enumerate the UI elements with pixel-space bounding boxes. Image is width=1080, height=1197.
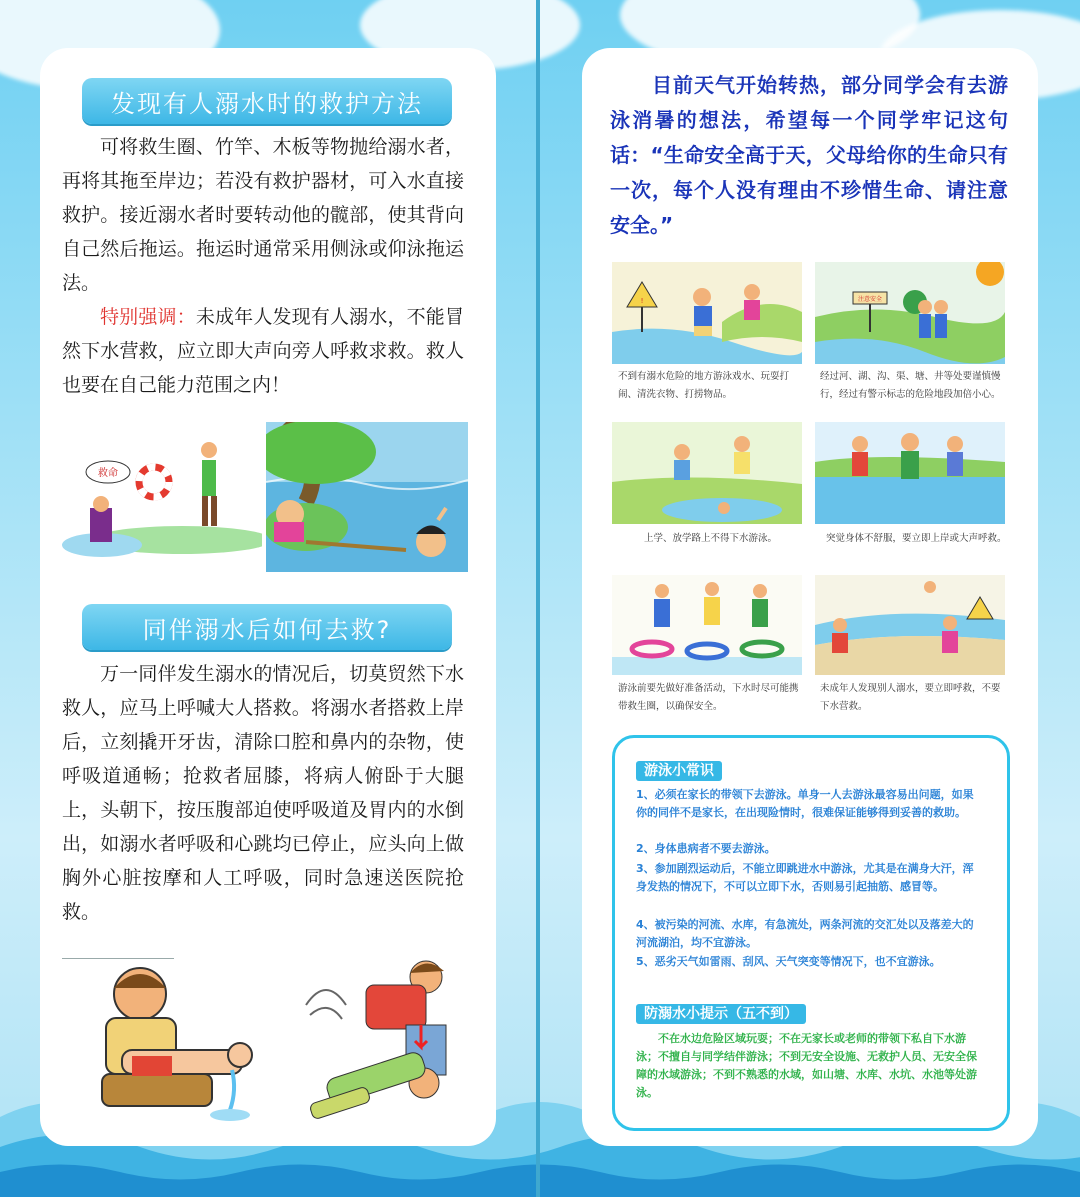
tip-5: 5、恶劣天气如雷雨、刮风、天气突变等情况下，也不宜游泳。 — [636, 955, 941, 968]
prevent-title: 防溺水小提示（五不到） — [636, 1004, 806, 1024]
caption-2: 经过河、湖、沟、渠、塘、井等处要谨慎慢行，经过有警示标志的危险地段加倍小心。 — [820, 371, 1001, 400]
tip-4: 4、被污染的河流、水库，有急流处，两条河流的交汇处以及落差大的河流湖泊，均不宜游泳。 — [636, 918, 974, 949]
emphasis-text: 未成年人发现有人溺水，不能冒然下水营救，应立即大声向旁人呼救求救。救人也要在自己能力范围之内！ — [62, 306, 464, 396]
scene-call-for-help — [815, 575, 1005, 675]
caption-5: 游泳前要先做好准备活动，下水时尽可能携带救生圈，以确保安全。 — [618, 683, 799, 712]
scene-school-road — [612, 422, 802, 524]
rescue-methods-text: 可将救生圈、竹竿、木板等物抛给溺水者，再将其拖至岸边；若没有救护器材，可入水直接救护。接近溺水者时要转动他的髋部，使其背向自己然后拖运。拖运时通常采用侧泳或仰泳拖运法。 — [62, 136, 464, 294]
emphasis-paragraph — [62, 300, 464, 402]
scene-sign-text: 注意安全 — [857, 296, 883, 303]
cpr-illustration — [296, 955, 466, 1130]
companion-rescue-text: 万一同伴发生溺水的情况后，切莫贸然下水救人，应马上呼喊大人搭救。将溺水者搭救上岸后，立刻撬开牙齿，清除口腔和鼻内的杂物，使呼吸道通畅；抢救者屈膝，将病人俯卧于大腿上，头朝下，按压腹部迫使呼吸道及胃内的水倒出，如溺水者呼吸和心跳均已停止，应头向上做胸外心脏按摩和人工呼吸，同时急速送医院抢救。 — [62, 663, 464, 923]
scene-riverbank-play — [612, 262, 802, 364]
heading-companion-rescue: 同伴溺水后如何去救? — [82, 604, 452, 650]
tip-1: 1、必须在家长的带领下去游泳。单身一人去游泳最容易出问题，如果你的同伴不是家长，在出现险情时，很难保证能够得到妥善的救助。 — [636, 788, 974, 819]
scene-warm-up — [612, 575, 802, 675]
branch-rescue-illustration — [266, 422, 468, 572]
scene-warning-sign — [815, 262, 1005, 364]
caption-6: 未成年人发现别人溺水，要立即呼救，不要下水营救。 — [820, 683, 1001, 712]
tip-3: 3、参加剧烈运动后，不能立即跳进水中游泳，尤其是在满身大汗，浑身发热的情况下，不可以立即下水，否则易引起抽筋、感冒等。 — [636, 862, 974, 893]
help-shout-label: 救命 — [98, 468, 118, 479]
tips-title: 游泳小常识 — [636, 761, 722, 781]
caption-1: 不到有溺水危险的地方游泳戏水、玩耍打闹、清洗衣物、打捞物品。 — [618, 371, 790, 400]
intro-text: 目前天气开始转热，部分同学会有去游泳消暑的想法，希望每一个同学牢记这句话：“生命安全高于天，父母给你的生命只有一次，每个人没有理由不珍惜生命、请注意安全。” — [610, 73, 1008, 237]
emphasis-label: 特别强调： — [100, 306, 196, 328]
caption-3: 上学、放学路上不得下水游泳。 — [644, 533, 778, 544]
separator-line — [62, 958, 174, 959]
prevent-text: 不在水边危险区域玩耍；不在无家长或老师的带领下私自下水游泳；不擅自与同学结伴游泳；不到无安全设施、无救护人员、无安全保障的水域游泳；不到不熟悉的水域，如山塘、水库、水坑、水池等处游泳。 — [636, 1032, 977, 1099]
svg-text:!: ! — [640, 297, 644, 305]
scene-feel-unwell — [815, 422, 1005, 524]
panel-divider — [536, 0, 540, 1197]
tip-2: 2、身体患病者不要去游泳。 — [636, 842, 776, 855]
caption-4: 突觉身体不舒服，要立即上岸或大声呼救。 — [826, 533, 1007, 544]
drain-water-illustration — [62, 960, 262, 1130]
throw-lifebuoy-illustration — [62, 420, 262, 570]
heading-rescue-methods: 发现有人溺水时的救护方法 — [82, 78, 452, 124]
